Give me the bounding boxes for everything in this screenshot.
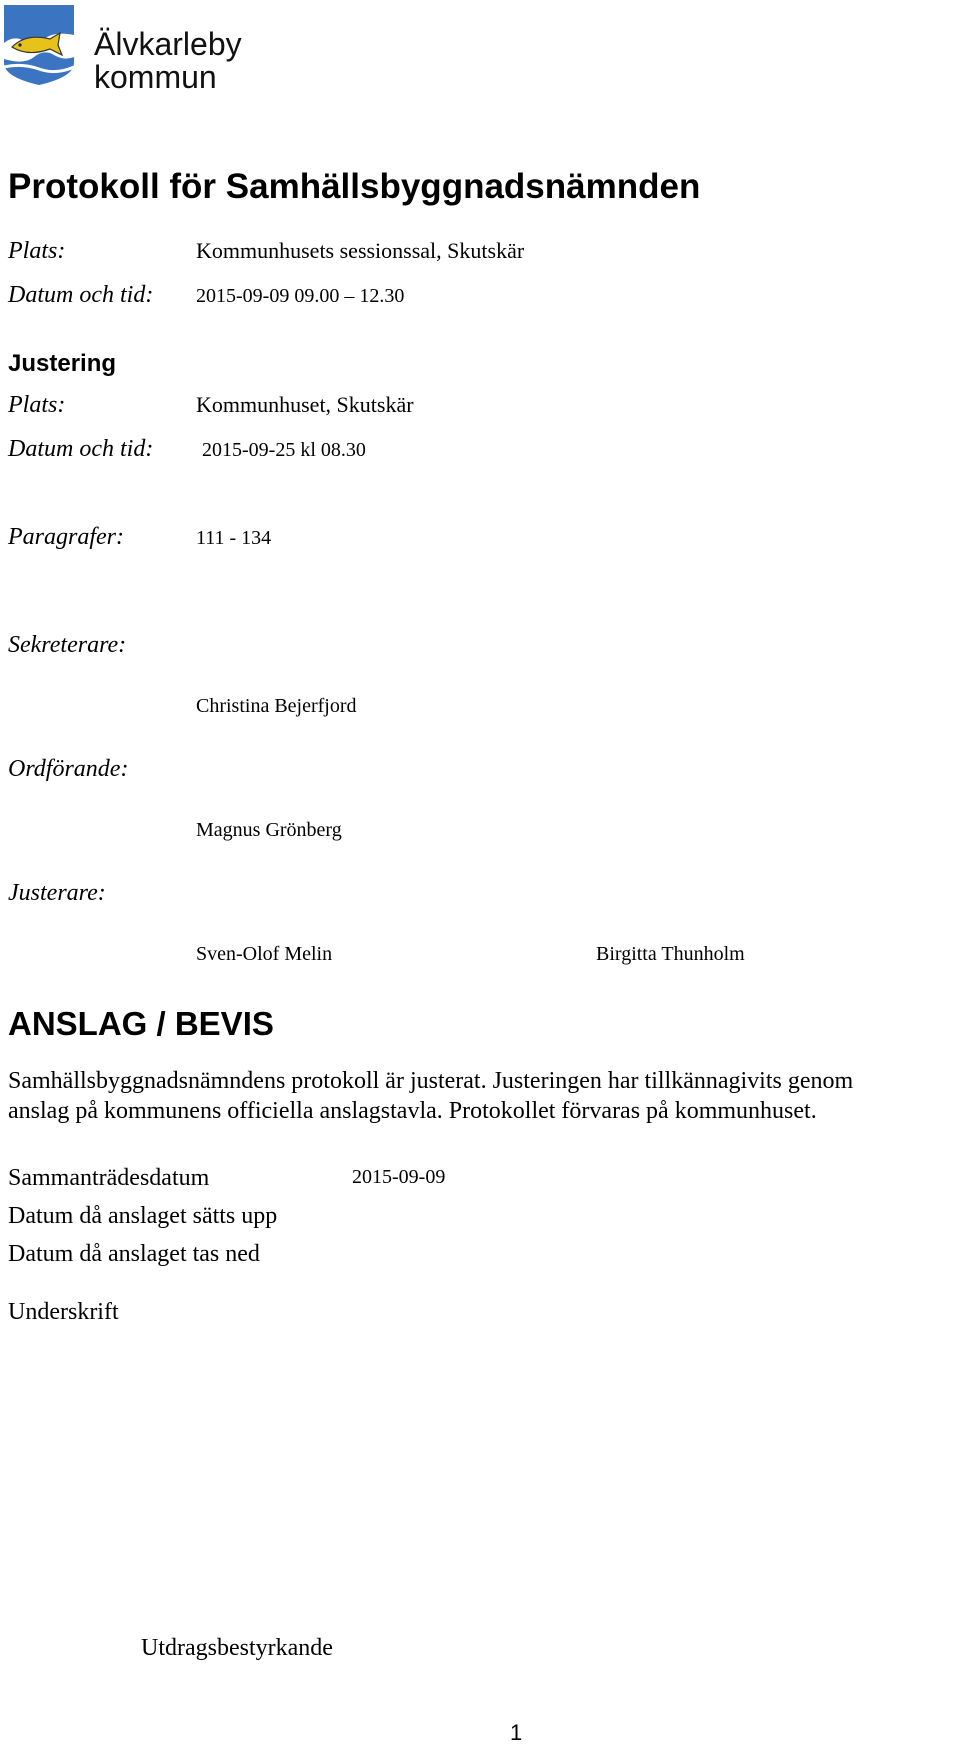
meeting-place-value: Kommunhusets sessionssal, Skutskär: [196, 238, 525, 263]
justerare-label: Justerare:: [8, 880, 106, 906]
meeting-datetime-value: 2015-09-09 09.00 – 12.30: [196, 285, 405, 307]
paragrafer-label: Paragrafer:: [8, 524, 124, 550]
justering-datetime-label: Datum och tid:: [8, 436, 154, 462]
page-title: Protokoll för Samhällsbyggnadsnämnden: [8, 167, 701, 206]
justering-datetime-value: 2015-09-25 kl 08.30: [202, 439, 366, 461]
sekreterare-label: Sekreterare:: [8, 632, 127, 658]
removed-date-label: Datum då anslaget tas ned: [8, 1241, 260, 1267]
anslag-text-line-2: anslag på kommunens officiella anslagstavla. Protokollet förvaras på kommunhuset.: [8, 1098, 817, 1124]
justering-place-value: Kommunhuset, Skutskär: [196, 392, 414, 417]
justerare-name-1: Sven-Olof Melin: [196, 943, 333, 965]
municipality-logo: [4, 5, 74, 90]
utdrag-label: Utdragsbestyrkande: [141, 1635, 333, 1661]
logo-name-line-2: kommun: [94, 59, 217, 95]
meeting-place-label: Plats:: [8, 238, 66, 264]
ordforande-name: Magnus Grönberg: [196, 819, 342, 841]
logo-name-line-1: Älvkarleby: [94, 26, 242, 62]
paragrafer-value: 111 - 134: [196, 527, 272, 549]
justerare-name-2: Birgitta Thunholm: [596, 943, 745, 965]
ordforande-label: Ordförande:: [8, 756, 129, 782]
meeting-date-label: Sammanträdesdatum: [8, 1165, 210, 1191]
posted-date-label: Datum då anslaget sätts upp: [8, 1203, 278, 1229]
signature-label: Underskrift: [8, 1299, 119, 1325]
page-number: 1: [510, 1720, 523, 1745]
anslag-text-line-1: Samhällsbyggnadsnämndens protokoll är justerat. Justeringen har tillkännagivits genom: [8, 1068, 854, 1094]
coat-of-arms-icon: [4, 5, 74, 85]
anslag-heading: ANSLAG / BEVIS: [8, 1005, 274, 1042]
justering-heading: Justering: [8, 350, 117, 377]
meeting-date-value: 2015-09-09: [352, 1166, 446, 1188]
meeting-datetime-label: Datum och tid:: [8, 282, 154, 308]
justering-place-label: Plats:: [8, 392, 66, 418]
sekreterare-name: Christina Bejerfjord: [196, 695, 357, 717]
